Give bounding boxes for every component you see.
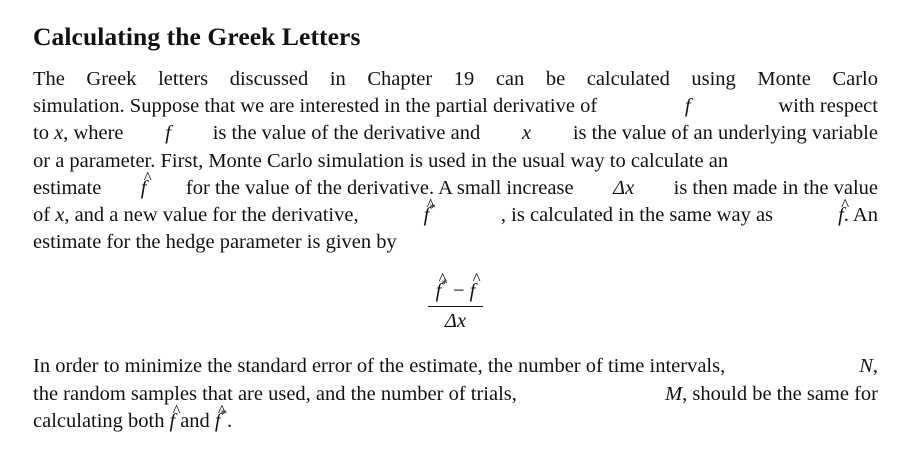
text-line-2	[33, 93, 878, 120]
text-run: and	[180, 409, 210, 432]
text-run: is then made in the value	[673, 176, 878, 199]
math-var: x	[54, 122, 64, 145]
text-run: , and a new value for the derivative,	[64, 204, 359, 227]
hedge-parameter-formula	[33, 274, 878, 333]
text-group	[33, 120, 124, 147]
text-group	[859, 353, 878, 380]
text-run: simulation. Suppose that we are interested in the partial derivative of	[33, 95, 598, 118]
math-var: N	[859, 355, 873, 378]
text-run: or a parameter. First, Monte Carlo simulation is used in the usual way to calculate an	[33, 149, 729, 172]
math-superscript: *	[429, 200, 436, 216]
text-line-9	[33, 381, 878, 408]
word: Chapter	[367, 68, 433, 90]
math-operator: −	[447, 280, 470, 303]
paragraph-intro	[33, 66, 878, 256]
text-run: the random samples that are used, and the number of trials,	[33, 382, 517, 405]
math-var: f	[165, 122, 171, 145]
math-var: M	[665, 382, 683, 405]
math-f-hat: ^ f	[141, 175, 147, 202]
word: discussed	[229, 68, 309, 90]
word: The	[33, 68, 65, 90]
text-run: of	[33, 204, 51, 227]
text-run: is the value of an underlying variable	[572, 122, 878, 145]
word: using	[691, 68, 736, 90]
text-run: , is calculated in the same way as	[500, 204, 774, 227]
math-f-hat: ^ f	[170, 408, 176, 435]
section-title: Calculating the Greek Letters	[33, 22, 361, 51]
text-run: estimate for the hedge parameter is given by	[33, 231, 397, 254]
math-var: f	[684, 95, 691, 118]
text-run: .	[227, 409, 233, 432]
math-f-hat: ^ f	[424, 202, 430, 229]
text-line-5	[33, 175, 878, 202]
math-var: x	[521, 122, 532, 145]
math-f-hat-star	[424, 202, 436, 229]
fraction-numerator	[428, 274, 484, 306]
text-run: , where	[63, 122, 124, 145]
text-group	[665, 381, 878, 408]
fraction	[428, 274, 484, 333]
paragraph-conclusion	[33, 353, 878, 435]
text-run: ,	[872, 355, 878, 378]
text-line-6	[33, 202, 878, 229]
text-group	[838, 202, 878, 229]
text-line-4	[33, 148, 878, 175]
math-superscript: *	[220, 405, 228, 421]
text-run: is the value of the derivative and	[212, 122, 481, 145]
word: can	[495, 68, 525, 90]
text-run: , should be the same for	[682, 382, 878, 405]
text-run: with respect	[778, 95, 878, 118]
word: 19	[453, 68, 475, 90]
word: be	[545, 68, 566, 90]
text-line-8	[33, 353, 878, 380]
fraction-denominator: Δx	[444, 310, 467, 333]
text-run: . An	[843, 204, 878, 227]
word: Carlo	[832, 68, 878, 90]
text-run: to	[33, 122, 49, 145]
text-run: calculating both	[33, 409, 165, 432]
math-f-hat: ^ f	[436, 280, 442, 303]
text-line-7	[33, 229, 878, 256]
text-run: estimate	[33, 176, 102, 199]
word: letters	[158, 68, 209, 90]
math-superscript: *	[441, 276, 448, 292]
math-var: x	[55, 204, 65, 227]
text-run: for the value of the derivative. A small increase	[185, 176, 574, 199]
word: in	[329, 68, 346, 90]
text-line-3	[33, 120, 878, 147]
word: Greek	[86, 68, 137, 90]
text-line-1	[33, 66, 878, 93]
math-delta-x: Δx	[613, 176, 635, 199]
math-f-hat: ^ f	[470, 280, 476, 303]
word: Monte	[757, 68, 811, 90]
text-run: In order to minimize the standard error of the estimate, the number of time intervals,	[33, 355, 726, 378]
text-line-10	[33, 405, 878, 435]
math-f-hat: ^ f	[215, 408, 221, 435]
document-page	[33, 22, 878, 435]
word: calculated	[586, 68, 670, 90]
math-f-hat: ^ f	[838, 202, 844, 229]
text-group	[214, 405, 233, 435]
text-group	[33, 202, 359, 229]
